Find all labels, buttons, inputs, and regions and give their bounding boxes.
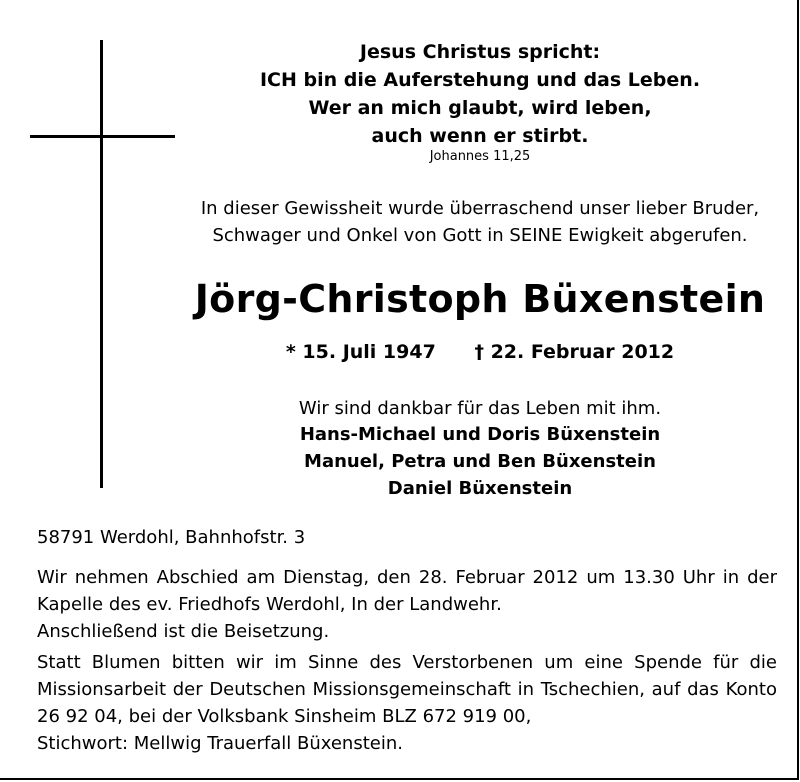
intro-line: In dieser Gewissheit wurde überraschend unser lieber Bruder, [200,198,760,219]
cross-icon [100,40,103,488]
donation-info [37,649,777,757]
verse-line: Jesus Christus spricht: [359,41,601,63]
family-list [190,421,770,502]
deceased-name: Jörg-Christoph Büxenstein [194,277,766,321]
verse-line: auch wenn er stirbt. [371,125,589,147]
address: 58791 Werdohl, Bahnhofstr. 3 [37,527,306,548]
family-member: Manuel, Petra und Ben Büxenstein [304,451,656,472]
donation-line: 26 92 04, bei der Volksbank Sinsheim BLZ 672 919 00, [37,706,532,727]
death-date: † 22. Februar 2012 [474,341,675,363]
donation-line: Missionsarbeit der Deutschen Missionsgemeinschaft in Tschechien, auf das Konto [37,679,777,700]
birth-date: * 15. Juli 1947 [285,341,436,363]
intro-line: Schwager und Onkel von Gott in SEINE Ewigkeit abgerufen. [212,225,748,246]
thanks-line: Wir sind dankbar für das Leben mit ihm. [298,398,662,419]
donation-line: Statt Blumen bitten wir im Sinne des Verstorbenen um eine Spende für die [37,652,777,673]
bible-verse [190,38,770,150]
intro-text [190,195,770,249]
family-member: Daniel Büxenstein [387,478,573,499]
verse-line: ICH bin die Auferstehung und das Leben. [259,69,701,91]
donation-line: Stichwort: Mellwig Trauerfall Büxenstein. [37,733,403,754]
verse-reference: Johannes 11,25 [429,149,531,164]
service-line: Kapelle des ev. Friedhofs Werdohl, In der Landwehr. [37,594,502,615]
service-info [37,564,777,645]
family-member: Hans-Michael und Doris Büxenstein [299,424,661,445]
life-dates [190,338,770,366]
service-line: Anschließend ist die Beisetzung. [37,621,330,642]
service-line: Wir nehmen Abschied am Dienstag, den 28. Februar 2012 um 13.30 Uhr in der [37,567,777,588]
cross-icon-bar [30,135,175,138]
verse-line: Wer an mich glaubt, wird leben, [308,97,652,119]
